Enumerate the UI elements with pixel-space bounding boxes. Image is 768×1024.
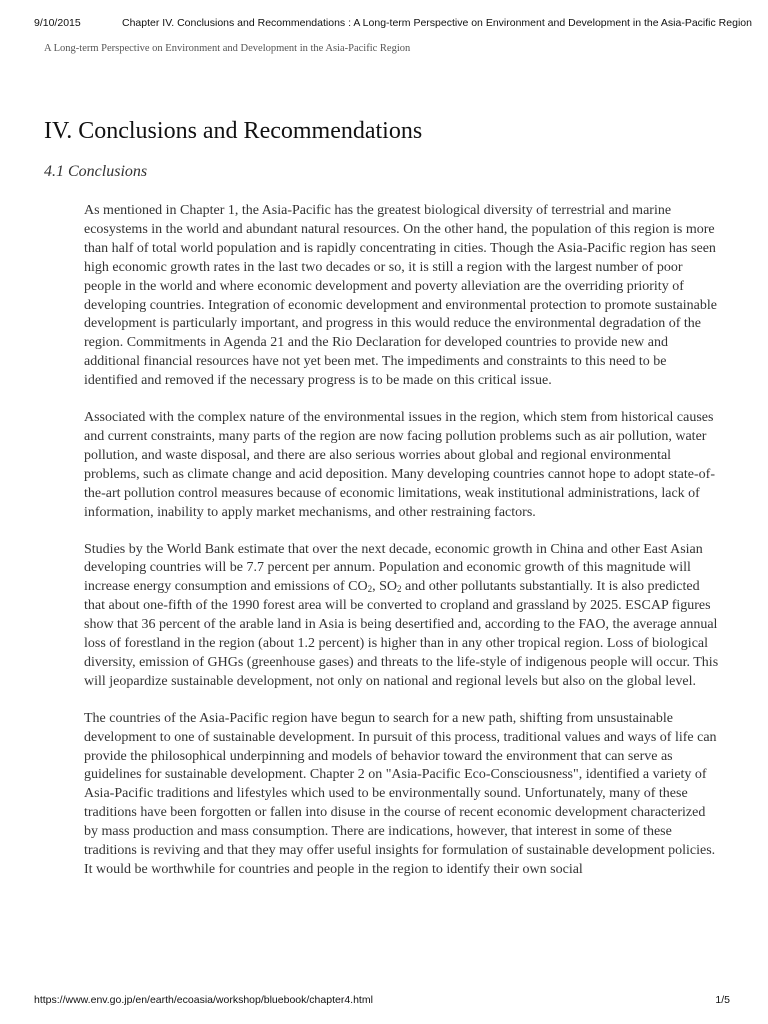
section-heading: 4.1 Conclusions	[44, 163, 148, 180]
paragraph-3	[84, 541, 720, 692]
print-footer	[34, 994, 730, 1006]
site-banner-link[interactable]: A Long-term Perspective on Environment and Development in the Asia-Pacific Region	[44, 43, 411, 54]
article-body	[84, 202, 720, 898]
so2-subscript: 2	[396, 584, 402, 595]
page-title: IV. Conclusions and Recommendations	[44, 118, 423, 144]
paragraph-3-text-b: , SO	[372, 579, 397, 595]
paragraph-1: As mentioned in Chapter 1, the Asia-Pacific has the greatest biological diversity of terrestrial and marine ecosystems in the world and abundant natural resources. On the other hand, the population of this region is more than half of total world population and is rapidly concentrating in cities. Though the Asia-Pacific region has seen high economic growth rates in the last two decades or so, it is still a region with the largest number of poor people in the world and where economic development and poverty alleviation are the overriding priority of developing countries. Integration of economic development and environmental protection to promote sustainable development is particularly important, and progress in this would reduce the environmental degradation of the region. Commitments in Agenda 21 and the Rio Declaration for developed countries to provide new and additional financial resources have not yet been met. The impediments and constraints to this need to be identified and removed if the necessary progress is to be made on this critical issue.	[84, 203, 717, 389]
paragraph-3-text-a: Studies by the World Bank estimate that over the next decade, economic growth in China and other East Asian developing countries will be 7.7 percent per annum. Population and economic growth of this magnitude will increase energy consumption and emissions of CO	[84, 541, 703, 595]
print-date: 9/10/2015	[34, 17, 81, 29]
paragraph-4: The countries of the Asia-Pacific region have begun to search for a new path, shifting from unsustainable development to one of sustainable development. In pursuit of this process, traditional values and ways of life can provide the philosophical underpinning and models of behavior toward the environment that can serve as guidelines for sustainable development. Chapter 2 on "Asia-Pacific Eco-Consciousness", identified a variety of Asia-Pacific traditions and lifestyles which used to be environmentally sound. Unfortunately, many of these traditions have been forgotten or fallen into disuse in the course of recent economic development characterized by mass production and mass consumption. There are indications, however, that interest in some of these traditions is reviving and that they may offer useful insights for formulation of sustainable development policies. It would be worthwhile for countries and people in the region to identify their own social	[84, 710, 717, 877]
paragraph-3-text-c: and other pollutants substantially. It is also predicted that about one-fifth of the 1990 forest area will be converted to cropland and grassland by 2025. ESCAP figures show that 36 percent of the arable land in Asia is being desertified and, according to the FAO, the average annual loss of forestland in the region (about 1.2 percent) is higher than in any other tropical region. Loss of biological diversity, emission of GHGs (greenhouse gases) and threats to the life-style of indigenous people will occur. This will jeopardize sustainable development, not only on national and regional levels but also on the global level.	[84, 579, 719, 689]
co2-subscript: 2	[367, 584, 373, 595]
page-number: 1/5	[715, 994, 730, 1006]
page-url: https://www.env.go.jp/en/earth/ecoasia/workshop/bluebook/chapter4.html	[34, 994, 373, 1006]
print-doc-title: Chapter IV. Conclusions and Recommendations : A Long-term Perspective on Environment and Development in the Asia-Pacific Region	[122, 17, 752, 29]
paragraph-2: Associated with the complex nature of the environmental issues in the region, which stem from historical causes and current constraints, many parts of the region are now facing pollution problems such as air pollution, water pollution, and waste disposal, and there are also serious worries about global and regional environmental problems, such as climate change and acid deposition. Many developing countries cannot hope to adopt state-of-the-art pollution control measures because of economic limitations, weak institutional administrations, lack of information, inability to apply market mechanisms, and other restraining factors.	[84, 410, 715, 520]
